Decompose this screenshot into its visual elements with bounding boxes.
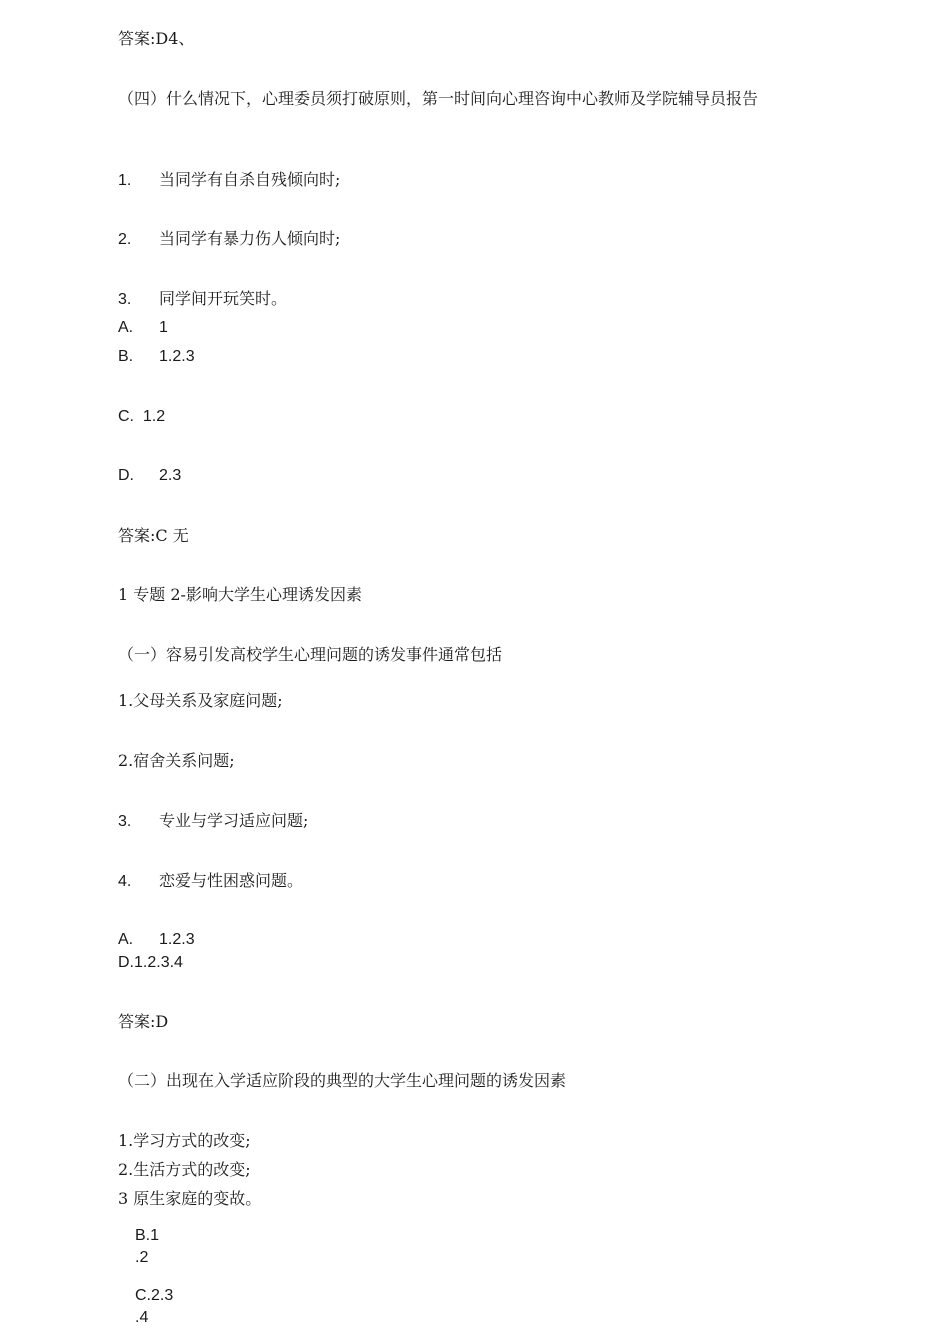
item-text: 专业与学习适应问题; <box>159 811 309 830</box>
item-number: 1. <box>118 172 132 189</box>
option-label: A. <box>118 931 134 948</box>
topic-heading: 1 专题 2-影响大学生心理诱发因素 <box>118 585 362 604</box>
question-2-option-c-line-2: .4 <box>135 1309 149 1326</box>
option-text: 1.2 <box>142 408 166 425</box>
question-4-answer: 答案:C 无 <box>118 526 189 545</box>
question-2-option-b-line-2: .2 <box>135 1249 149 1266</box>
option-text: 1.2.3 <box>159 348 195 365</box>
question-4-title: （四）什么情况下，心理委员须打破原则，第一时间向心理咨询中心教师及学院辅导员报告 <box>118 89 759 108</box>
item-number: 4. <box>118 873 132 890</box>
item-number: 3. <box>118 813 132 830</box>
option-text: 1.2.3 <box>159 931 195 948</box>
question-2-item-1: 1.学习方式的改变; <box>118 1131 251 1150</box>
option-label: A. <box>118 319 134 336</box>
item-number: 3. <box>118 291 132 308</box>
question-4-option-a <box>118 317 168 339</box>
item-text: 当同学有自杀自残倾向时; <box>159 170 341 189</box>
item-number: 2. <box>118 231 132 248</box>
question-4-option-d <box>118 465 181 487</box>
question-1-item-1: 1.父母关系及家庭问题; <box>118 691 283 710</box>
question-2-option-c-line-1: C.2.3 <box>135 1287 174 1304</box>
question-4-option-b <box>118 346 195 368</box>
previous-answer: 答案:D4、 <box>118 29 195 48</box>
question-1-item-2: 2.宿舍关系问题; <box>118 751 235 770</box>
question-1-answer: 答案:D <box>118 1012 169 1031</box>
option-text: 2.3 <box>159 467 182 484</box>
question-1-option-d: D.1.2.3.4 <box>118 954 183 971</box>
question-2-option-b-line-1: B.1 <box>135 1227 160 1244</box>
question-2-item-3: 3 原生家庭的变故。 <box>118 1189 262 1208</box>
question-1-item-3 <box>118 810 308 833</box>
item-text: 同学间开玩笑时。 <box>159 289 288 308</box>
question-2-item-2: 2.生活方式的改变; <box>118 1160 251 1179</box>
question-1-option-a <box>118 929 195 951</box>
question-4-option-c <box>118 406 165 428</box>
question-4-item-3 <box>118 288 287 311</box>
option-label: C. <box>118 408 134 425</box>
option-text: 1 <box>159 319 168 336</box>
question-4-item-1 <box>118 169 340 192</box>
option-label: B. <box>118 348 134 365</box>
item-text: 当同学有暴力伤人倾向时; <box>159 229 341 248</box>
question-1-item-4 <box>118 870 303 893</box>
item-text: 恋爱与性困惑问题。 <box>159 871 304 890</box>
option-label: D. <box>118 467 134 484</box>
question-4-item-2 <box>118 228 340 251</box>
question-1-title: （一）容易引发高校学生心理问题的诱发事件通常包括 <box>118 645 503 664</box>
question-2-title: （二）出现在入学适应阶段的典型的大学生心理问题的诱发因素 <box>118 1071 567 1090</box>
